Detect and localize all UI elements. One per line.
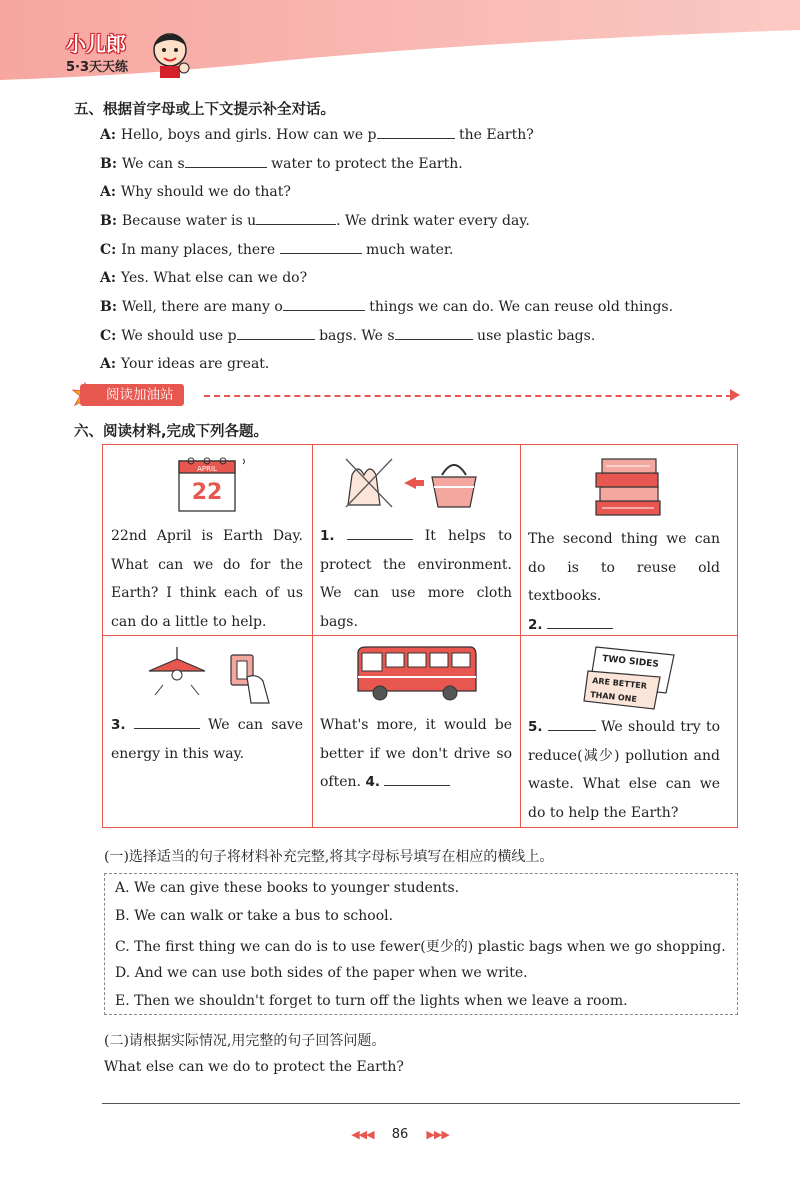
cell-text [111,711,303,768]
lamp-switch-icon [139,647,279,709]
answer-blank[interactable] [347,527,413,540]
speaker: B [100,213,112,229]
triangle-left-icon: ◀◀◀ [351,1128,374,1141]
question-number: 1. [320,528,335,544]
fill-blank[interactable] [280,241,362,254]
speaker: B [100,299,112,315]
option-d: D. And we can use both sides of the paper when we write. [115,965,528,981]
cell-paper [520,635,728,826]
question-text: What else can we do to protect the Earth? [104,1059,404,1075]
dialogue-text: things we can do. We can reuse old things. [364,299,674,315]
question-number: 2. [528,616,543,633]
dialogue-line-5: C: In many places, there much water. [100,242,454,258]
dialogue-line-7: B: Well, there are many o things we can do. We can reuse old things. [100,299,674,315]
sign-line: ARE BETTER [591,676,648,691]
dialogue-line-2: B: We can s water to protect the Earth. [100,156,463,172]
calendar-day: 22 [191,480,223,505]
speaker: A [100,184,111,200]
cell-text [528,713,720,827]
books-stack-icon [592,453,666,519]
dialogue-text: Hello, boys and girls. How can we p [120,127,377,143]
speaker: A [100,270,111,286]
cell-sentence: We should try to reduce(减少) pollution and waste. What else can we do to help the Earth? [528,719,721,821]
speaker: A [100,127,111,143]
cell-text [320,711,512,797]
cell-textbooks [520,445,728,636]
cell-text [320,522,512,636]
fill-blank[interactable] [256,212,336,225]
dialogue-text: We can s [121,156,185,172]
option-c: C. The first thing we can do is to use fewer(更少的) plastic bags when we go shopping. [115,939,726,955]
part2-title: (二)请根据实际情况,用完整的句子回答问题。 [104,1033,386,1049]
option-e: E. Then we shouldn't forget to turn off the lights when we leave a room. [115,993,628,1009]
dialogue-line-6: A: Yes. What else can we do? [100,270,308,286]
options-box [104,873,738,1015]
dialogue-line-4: B: Because water is u . We drink water every day. [100,213,530,229]
cell-sentence: It helps to protect the environment. We can use more cloth bags. [320,528,512,630]
page-number: 86 [391,1127,409,1142]
dialogue-text: the Earth? [454,127,534,143]
cell-sentence: We can save energy in this way. [111,717,303,762]
fill-blank[interactable] [237,327,315,340]
dialogue-text: Why should we do that? [120,184,291,200]
question-number: 4. [365,774,380,790]
answer-blank[interactable] [547,616,613,629]
dialogue-text: Because water is u [121,213,257,229]
answer-blank[interactable] [548,718,596,731]
cell-bags [312,445,520,636]
dialogue-text: Your ideas are great. [120,356,270,372]
bus-icon [352,645,480,705]
part1-title: (一)选择适当的句子将材料补充完整,将其字母标号填写在相应的横线上。 [104,849,554,865]
calendar-icon [173,453,251,515]
mascot-boy-icon [148,28,192,80]
answer-line[interactable] [102,1103,740,1104]
fill-blank[interactable] [283,298,365,311]
speaker: C [100,242,112,258]
speaker: C [100,328,112,344]
dialogue-text: Well, there are many o [121,299,283,315]
cell-sentence: The second thing we can do is to reuse old textbooks. [528,531,720,604]
question-number: 3. [111,717,126,733]
dialogue-text: bags. We s [314,328,395,344]
reading-banner [70,384,740,408]
banner-label: 阅读加油站 [80,384,184,406]
option-a: A. We can give these books to younger students. [115,880,460,896]
brand-title: 小儿郎 [66,32,126,56]
dialogue-text: We should use p [121,328,237,344]
fill-blank[interactable] [395,327,473,340]
cell-bus [312,635,520,826]
dialogue-text: much water. [361,242,454,258]
answer-blank[interactable] [134,716,200,729]
page-footer [0,1127,800,1142]
speaker: B [100,156,112,172]
sign-line: THAN ONE [589,690,638,704]
section6-title: 六、阅读材料,完成下列各题。 [74,424,269,440]
dialogue-text: In many places, there [121,242,280,258]
dialogue-text: . We drink water every day. [336,213,530,229]
dialogue-line-1: A: Hello, boys and girls. How can we p the Earth? [100,127,534,143]
question-number: 5. [528,719,543,735]
reading-grid [102,444,738,828]
answer-blank[interactable] [384,773,450,786]
triangle-right-icon: ▶▶▶ [426,1128,449,1141]
dialogue-text: Yes. What else can we do? [120,270,308,286]
sign-line: TWO SIDES [601,654,660,670]
fill-blank[interactable] [185,155,267,168]
dialogue-line-3: A: Why should we do that? [100,184,291,200]
option-b: B. We can walk or take a bus to school. [115,908,394,924]
cell-text: 22nd April is Earth Day. What can we do for the Earth? I think each of us can do a little to help. [111,528,303,630]
calendar-month: APRIL [197,465,217,473]
arrow-right-icon [730,389,740,401]
speaker: A [100,356,111,372]
fill-blank[interactable] [377,126,455,139]
cell-lights [103,635,311,826]
section5-title: 五、根据首字母或上下文提示补全对话。 [74,102,335,118]
dialogue-line-8: C: We should use p bags. We s use plastic bags. [100,328,596,344]
dialogue-text: use plastic bags. [472,328,596,344]
dialogue-text: water to protect the Earth. [266,156,463,172]
cell-earth-day [103,445,311,636]
banner-dashed-line [204,395,732,397]
cell-sentence: What's more, it would be better if we don't drive so often. [320,717,512,790]
plastic-to-cloth-bag-icon [344,455,494,511]
paper-sign-icon [582,641,682,713]
cell-text [528,525,720,639]
brand-subtitle: 5·3天天练 [66,60,129,75]
dialogue-line-9: A: Your ideas are great. [100,356,270,372]
